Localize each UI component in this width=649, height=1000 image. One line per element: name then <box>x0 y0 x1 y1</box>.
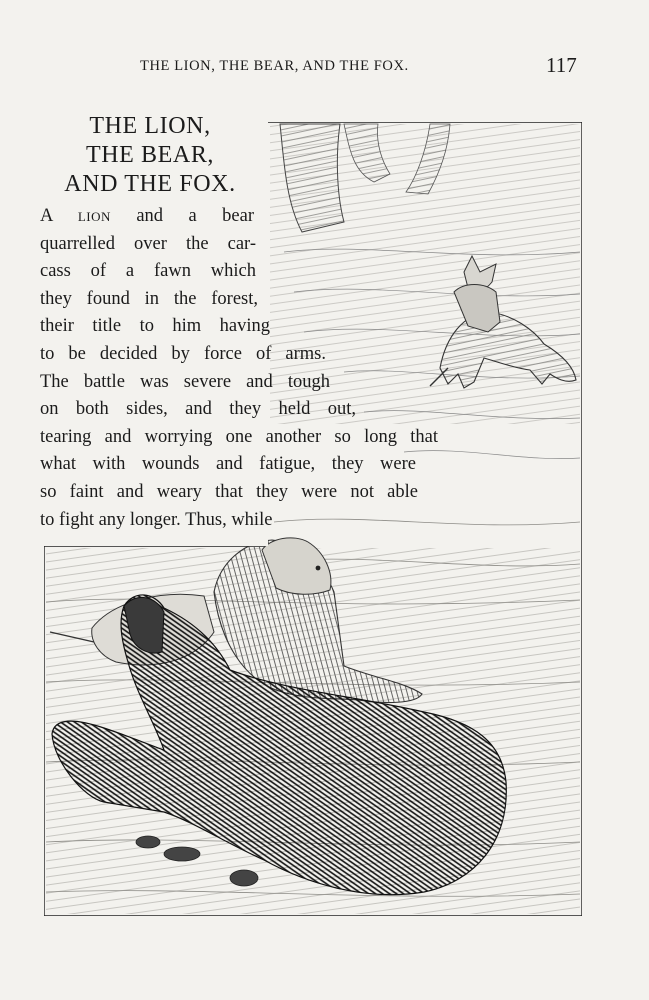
text-line: on both sides, and they held out, <box>40 399 356 420</box>
title-line: THE BEAR, <box>85 142 215 168</box>
text-line: they found in the forest, <box>40 288 258 309</box>
running-head: THE LION, THE BEAR, AND THE FOX. <box>140 58 409 74</box>
story-title <box>40 112 260 199</box>
text-fragment: and a bear <box>136 206 255 226</box>
text-line: so faint and weary that they were not able <box>40 481 418 502</box>
text-line: to fight any longer. Thus, while <box>40 509 273 530</box>
text-line <box>40 203 254 231</box>
text-line: cass of a fawn which <box>40 261 256 282</box>
text-line: what with wounds and fatigue, they were <box>40 454 416 475</box>
text-line: quarrelled over the car- <box>40 233 256 254</box>
title-line: THE LION, <box>89 113 211 139</box>
text-line: to be decided by force of arms. <box>40 343 326 364</box>
text-line: The battle was severe and tough <box>40 371 330 392</box>
story-text <box>40 203 438 534</box>
title-line: AND THE FOX. <box>64 171 236 197</box>
small-caps-word: lion <box>77 206 111 226</box>
page-number: 117 <box>546 53 577 77</box>
first-word: A <box>40 206 53 226</box>
text-line: tearing and worrying one another so long that <box>40 426 438 447</box>
text-line: their title to him having <box>40 316 270 337</box>
